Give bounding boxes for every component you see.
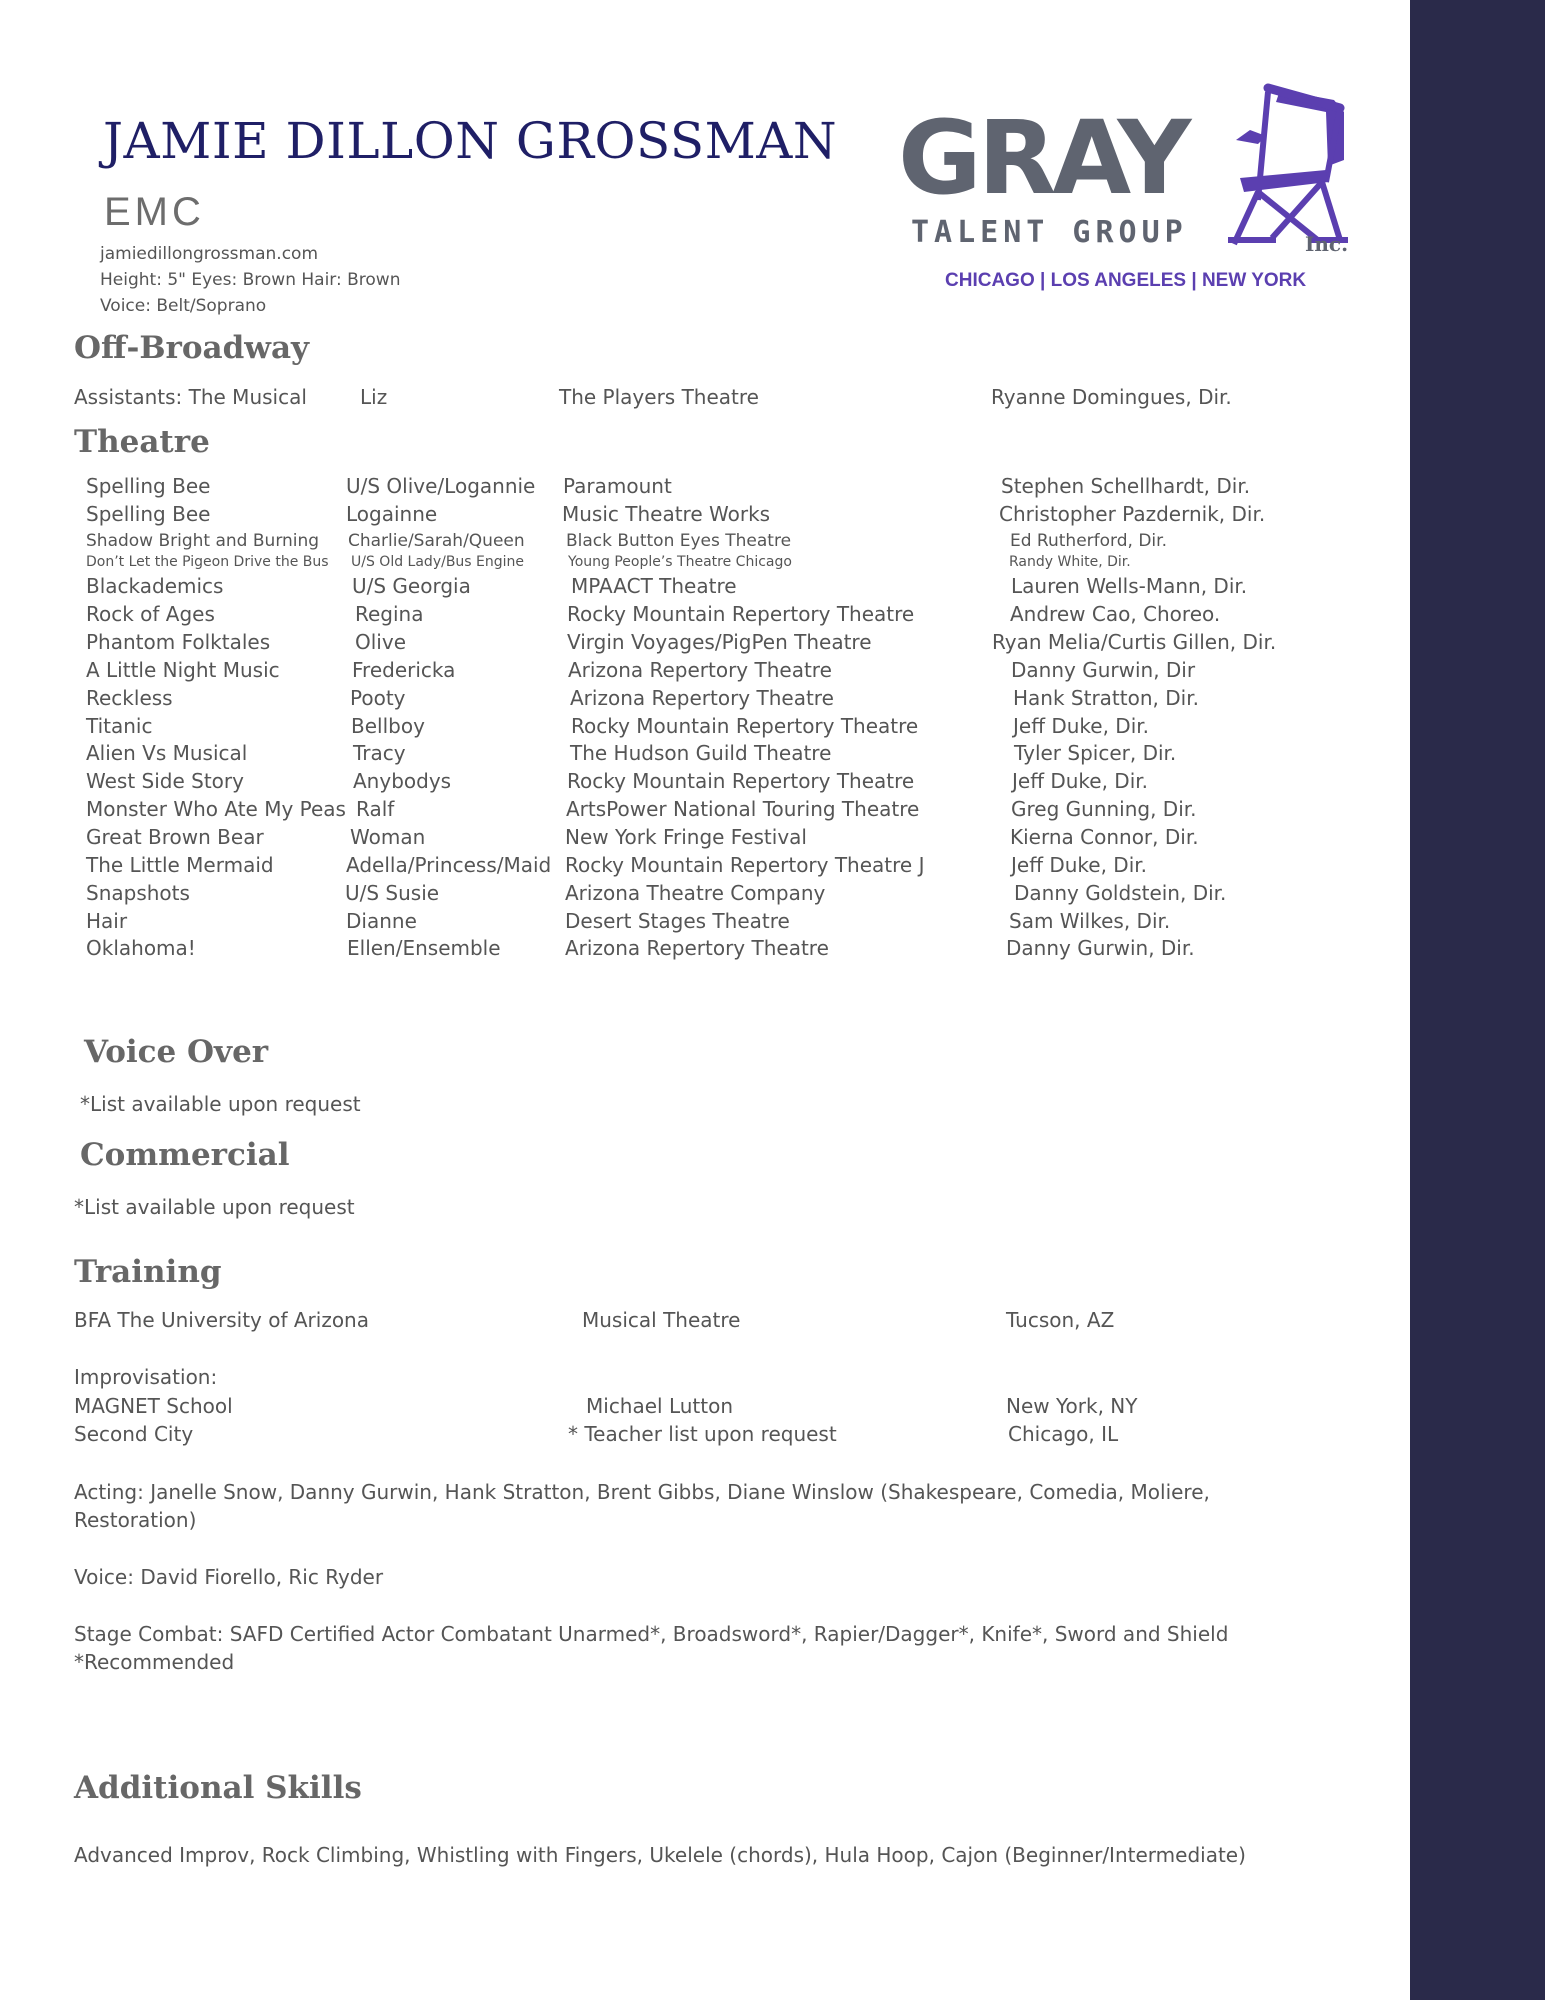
training-location: Tucson, AZ	[1006, 1308, 1115, 1332]
show-title: Monster Who Ate My Peas	[86, 797, 346, 821]
role: Ralf	[356, 797, 395, 821]
director: Danny Gurwin, Dir	[1011, 658, 1196, 682]
logo-cities: CHICAGO | LOS ANGELES | NEW YORK	[945, 270, 1307, 291]
credit-row	[0, 797, 1400, 825]
director: Sam Wilkes, Dir.	[1009, 909, 1171, 933]
company: Rocky Mountain Repertory Theatre	[567, 602, 915, 626]
role: Olive	[355, 630, 406, 654]
role: Bellboy	[351, 714, 425, 738]
show-title: Blackademics	[86, 574, 224, 598]
decorative-sidebar	[1410, 0, 1545, 2000]
director: Kierna Connor, Dir.	[1010, 825, 1199, 849]
credit-row	[0, 574, 1400, 602]
company: Young People’s Theatre Chicago	[568, 554, 792, 570]
improv-label: Improvisation:	[74, 1365, 218, 1389]
director: Ryanne Domingues, Dir.	[991, 385, 1232, 409]
credit-row	[0, 741, 1400, 769]
company: The Hudson Guild Theatre	[570, 741, 832, 765]
director: Lauren Wells-Mann, Dir.	[1011, 574, 1248, 598]
logo-subtitle: TALENT GROUP	[911, 215, 1188, 250]
show-title: Hair	[86, 909, 128, 933]
company: Desert Stages Theatre	[565, 909, 790, 933]
director: Jeff Duke, Dir.	[1013, 714, 1150, 738]
credit-row	[0, 825, 1400, 853]
improv-school: Second City	[74, 1422, 194, 1446]
director: Ed Rutherford, Dir.	[1010, 531, 1167, 551]
director: Randy White, Dir.	[1009, 554, 1131, 570]
show-title: Assistants: The Musical	[74, 385, 307, 409]
improv-location: New York, NY	[1006, 1394, 1138, 1418]
director: Greg Gunning, Dir.	[1011, 797, 1197, 821]
section-heading-off-broadway: Off-Broadway	[74, 330, 310, 366]
credit-row	[0, 909, 1400, 937]
director: Ryan Melia/Curtis Gillen, Dir.	[992, 630, 1277, 654]
stage-combat: Stage Combat: SAFD Certified Actor Combatant Unarmed*, Broadsword*, Rapier/Dagger*, Knife*, Sword and Shield	[74, 1622, 1229, 1646]
role: Liz	[360, 385, 388, 409]
company: Rocky Mountain Repertory Theatre	[567, 769, 915, 793]
role: Dianne	[346, 909, 417, 933]
show-title: Oklahoma!	[86, 936, 196, 960]
physical-stats: Height: 5" Eyes: Brown Hair: Brown	[100, 270, 401, 290]
credit-row	[0, 853, 1400, 881]
company: Arizona Repertory Theatre	[568, 658, 832, 682]
company: Arizona Repertory Theatre	[565, 936, 829, 960]
directors-chair-icon	[1222, 82, 1352, 252]
director: Hank Stratton, Dir.	[1013, 686, 1199, 710]
logo-inc: Inc.	[1305, 232, 1349, 256]
credit-row	[0, 474, 1400, 502]
show-title: Great Brown Bear	[86, 825, 264, 849]
director: Jeff Duke, Dir.	[1012, 769, 1149, 793]
role: U/S Olive/Logannie	[346, 474, 536, 498]
company: ArtsPower National Touring Theatre	[566, 797, 920, 821]
section-heading-commercial: Commercial	[80, 1137, 290, 1173]
company: MPAACT Theatre	[571, 574, 737, 598]
credit-row	[0, 502, 1400, 530]
section-heading-additional-skills: Additional Skills	[74, 1770, 362, 1806]
credit-row	[0, 936, 1400, 964]
show-title: Reckless	[86, 686, 173, 710]
section-heading-voice-over: Voice Over	[84, 1034, 269, 1070]
company: Paramount	[563, 474, 672, 498]
role: Pooty	[350, 686, 406, 710]
role: Adella/Princess/Maid	[346, 853, 552, 877]
website-link[interactable]: jamiedillongrossman.com	[100, 244, 319, 264]
credit-row	[0, 714, 1400, 742]
company: Music Theatre Works	[562, 502, 771, 526]
additional-skills-list: Advanced Improv, Rock Climbing, Whistling with Fingers, Ukelele (chords), Hula Hoop, Cajon (Beginner/Intermediate)	[74, 1843, 1246, 1867]
improv-teacher: Michael Lutton	[586, 1394, 734, 1418]
section-heading-theatre: Theatre	[74, 424, 210, 460]
stage-combat-note: *Recommended	[74, 1650, 235, 1674]
credit-row	[0, 686, 1400, 714]
credit-row	[0, 769, 1400, 797]
improv-school: MAGNET School	[74, 1394, 233, 1418]
show-title: Titanic	[86, 714, 153, 738]
improv-location: Chicago, IL	[1008, 1422, 1119, 1446]
training-program: Musical Theatre	[582, 1308, 741, 1332]
company: The Players Theatre	[559, 385, 759, 409]
union-status: EMC	[104, 190, 205, 234]
role: U/S Susie	[345, 881, 440, 905]
role: Fredericka	[352, 658, 456, 682]
credit-row	[0, 602, 1400, 630]
director: Tyler Spicer, Dir.	[1014, 741, 1177, 765]
acting-teachers: Acting: Janelle Snow, Danny Gurwin, Hank Stratton, Brent Gibbs, Diane Winslow (Shakespeare, Comedia, Moliere, Restoration)	[74, 1480, 1210, 1532]
show-title: Rock of Ages	[86, 602, 215, 626]
role: Ellen/Ensemble	[347, 936, 501, 960]
show-title: Phantom Folktales	[86, 630, 271, 654]
credit-row	[0, 385, 1400, 413]
section-heading-training: Training	[74, 1254, 222, 1290]
role: Anybodys	[353, 769, 452, 793]
role: Regina	[355, 602, 424, 626]
director: Danny Goldstein, Dir.	[1014, 881, 1227, 905]
credit-row	[0, 658, 1400, 686]
credit-row	[0, 881, 1400, 909]
company: New York Fringe Festival	[565, 825, 807, 849]
voice-type: Voice: Belt/Soprano	[100, 296, 267, 316]
company: Black Button Eyes Theatre	[566, 531, 792, 551]
director: Danny Gurwin, Dir.	[1006, 936, 1195, 960]
role: Charlie/Sarah/Queen	[348, 531, 525, 551]
director: Stephen Schellhardt, Dir.	[1001, 474, 1251, 498]
voice-over-note: *List available upon request	[80, 1092, 361, 1116]
director: Jeff Duke, Dir.	[1011, 853, 1148, 877]
show-title: Alien Vs Musical	[86, 741, 248, 765]
show-title: Spelling Bee	[86, 474, 211, 498]
role: U/S Old Lady/Bus Engine	[351, 554, 525, 570]
actor-name: JAMIE DILLON GROSSMAN	[103, 112, 838, 170]
company: Virgin Voyages/PigPen Theatre	[567, 630, 872, 654]
director: Andrew Cao, Choreo.	[1010, 602, 1221, 626]
show-title: Don’t Let the Pigeon Drive the Bus	[86, 554, 329, 570]
role: U/S Georgia	[352, 574, 471, 598]
voice-teachers: Voice: David Fiorello, Ric Ryder	[74, 1565, 384, 1589]
agency-logo	[895, 82, 1365, 302]
credit-row	[0, 630, 1400, 658]
role: Logainne	[346, 502, 438, 526]
logo-wordmark: GRAY	[898, 99, 1188, 218]
commercial-note: *List available upon request	[74, 1195, 355, 1219]
show-title: West Side Story	[86, 769, 244, 793]
company: Arizona Theatre Company	[565, 881, 826, 905]
training-degree: BFA The University of Arizona	[74, 1308, 369, 1332]
improv-teacher: * Teacher list upon request	[568, 1422, 837, 1446]
show-title: Spelling Bee	[86, 502, 211, 526]
director: Christopher Pazdernik, Dir.	[999, 502, 1266, 526]
show-title: A Little Night Music	[86, 658, 280, 682]
company: Arizona Repertory Theatre	[570, 686, 834, 710]
show-title: The Little Mermaid	[86, 853, 274, 877]
role: Woman	[350, 825, 426, 849]
show-title: Shadow Bright and Burning	[86, 531, 320, 551]
role: Tracy	[353, 741, 406, 765]
company: Rocky Mountain Repertory Theatre	[571, 714, 919, 738]
show-title: Snapshots	[86, 881, 190, 905]
company: Rocky Mountain Repertory Theatre J	[565, 853, 925, 877]
